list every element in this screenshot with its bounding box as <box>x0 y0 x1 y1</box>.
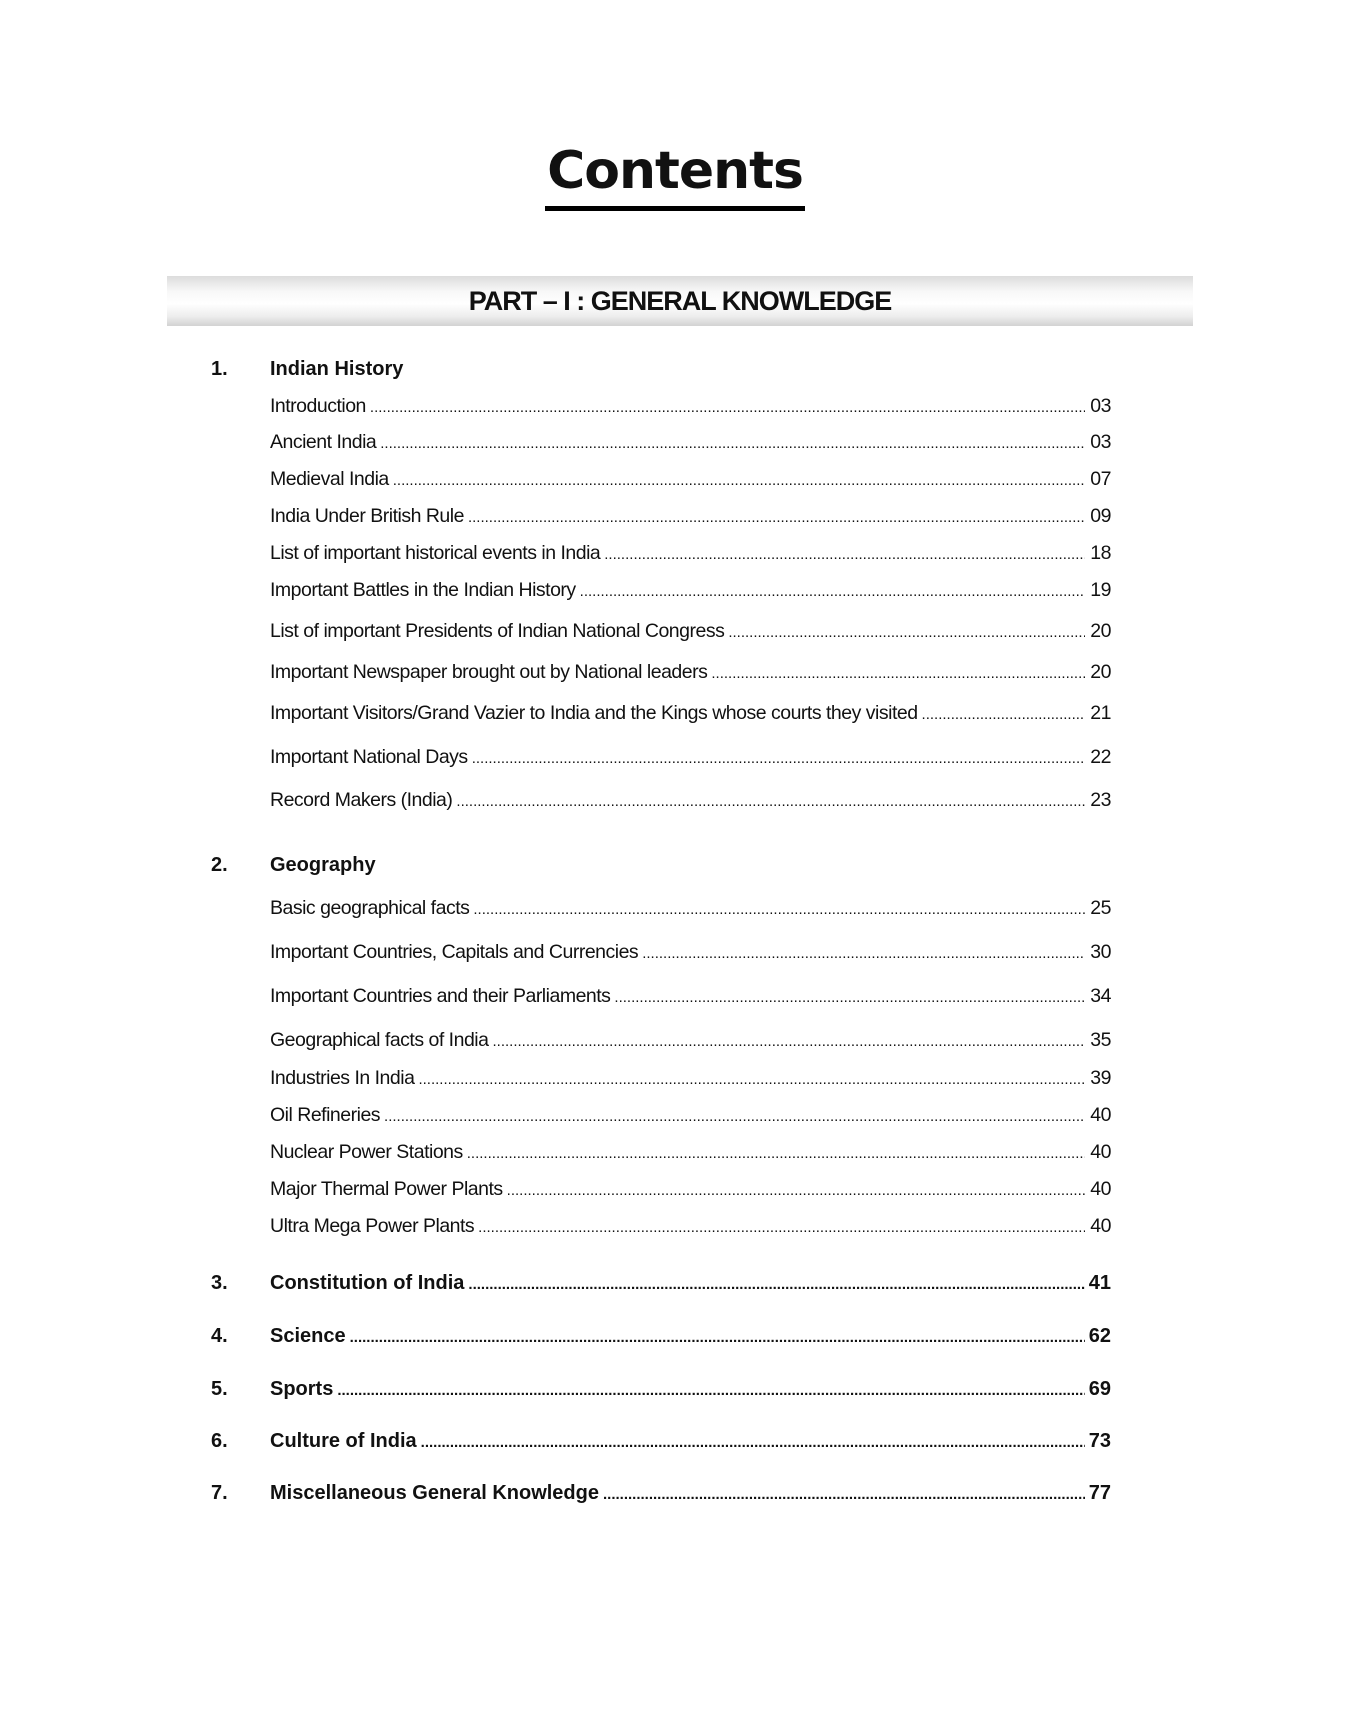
dot-leader <box>603 1483 1085 1507</box>
dot-leader <box>472 747 1085 771</box>
dot-leader <box>711 662 1085 686</box>
toc-entry[interactable] <box>211 984 1111 1010</box>
toc-entry-page: 20 <box>1090 620 1111 642</box>
toc-entry[interactable] <box>211 701 1111 727</box>
toc-entry-title: Ultra Mega Power Plants <box>270 1215 475 1237</box>
toc-entry-title: Important Countries, Capitals and Currencies <box>270 941 639 963</box>
dot-leader <box>468 1273 1084 1297</box>
dot-leader <box>393 469 1085 493</box>
chapter-number: 5. <box>211 1378 228 1400</box>
toc-entry[interactable] <box>211 1177 1111 1203</box>
chapter-number: 4. <box>211 1325 228 1347</box>
toc-entry-title: Important Visitors/Grand Vazier to India and the Kings whose courts they visited <box>270 702 918 724</box>
dot-leader <box>384 1105 1085 1129</box>
toc-entry-page: 03 <box>1090 395 1111 417</box>
toc-entry-page: 22 <box>1090 746 1111 768</box>
toc-entry-page: 40 <box>1090 1141 1111 1163</box>
toc-entry-title: Introduction <box>270 395 366 417</box>
chapter-heading <box>211 853 1111 877</box>
chapter-number: 1. <box>211 358 228 380</box>
dot-leader <box>456 790 1085 814</box>
toc-entry-page: 21 <box>1090 702 1111 724</box>
toc-entry[interactable] <box>211 619 1111 645</box>
toc-entry-title: India Under British Rule <box>270 505 464 527</box>
dot-leader <box>478 1216 1085 1240</box>
chapter-page: 41 <box>1088 1272 1111 1294</box>
toc-entry[interactable] <box>211 1214 1111 1240</box>
dot-leader <box>604 543 1085 567</box>
chapter-heading <box>211 357 1111 381</box>
toc-entry-title: Important National Days <box>270 746 468 768</box>
toc-entry[interactable] <box>211 940 1111 966</box>
dot-leader <box>467 1142 1085 1166</box>
toc-entry-page: 40 <box>1090 1104 1111 1126</box>
chapter-entry[interactable] <box>211 1481 1111 1507</box>
chapter-entry[interactable] <box>211 1271 1111 1297</box>
toc-entry-title: Industries In India <box>270 1067 415 1089</box>
toc-entry-page: 35 <box>1090 1029 1111 1051</box>
chapter-entry[interactable] <box>211 1324 1111 1350</box>
toc-entry[interactable] <box>211 430 1111 456</box>
toc-entry-title: Major Thermal Power Plants <box>270 1178 503 1200</box>
dot-leader <box>614 986 1085 1010</box>
chapter-entry[interactable] <box>211 1429 1111 1455</box>
chapter-entry[interactable] <box>211 1377 1111 1403</box>
dot-leader <box>421 1431 1085 1455</box>
dot-leader <box>468 506 1085 530</box>
chapter-title: Sports <box>270 1378 334 1400</box>
toc-entry-title: Important Battles in the Indian History <box>270 579 576 601</box>
toc-entry-page: 07 <box>1090 468 1111 490</box>
toc-entry-title: List of important historical events in India <box>270 542 601 564</box>
chapter-number: 7. <box>211 1482 228 1504</box>
toc-entry[interactable] <box>211 1028 1111 1054</box>
toc-entry-page: 39 <box>1090 1067 1111 1089</box>
toc-entry-title: Record Makers (India) <box>270 789 453 811</box>
chapter-number: 6. <box>211 1430 228 1452</box>
toc-entry[interactable] <box>211 541 1111 567</box>
toc-entry-title: List of important Presidents of Indian National Congress <box>270 620 725 642</box>
toc-entry-title: Medieval India <box>270 468 389 490</box>
dot-leader <box>922 703 1085 727</box>
toc-entry-page: 25 <box>1090 897 1111 919</box>
chapter-title: Miscellaneous General Knowledge <box>270 1482 599 1504</box>
toc-entry-page: 03 <box>1090 431 1111 453</box>
chapter-title: Indian History <box>270 358 404 380</box>
dot-leader <box>728 621 1085 645</box>
toc-entry[interactable] <box>211 504 1111 530</box>
dot-leader <box>580 580 1085 604</box>
toc-entry-page: 20 <box>1090 661 1111 683</box>
toc-entry-title: Nuclear Power Stations <box>270 1141 463 1163</box>
dot-leader <box>337 1379 1084 1403</box>
chapter-page: 69 <box>1088 1378 1111 1400</box>
dot-leader <box>418 1068 1085 1092</box>
chapter-number: 2. <box>211 854 228 876</box>
dot-leader <box>473 898 1085 922</box>
toc-entry[interactable] <box>211 660 1111 686</box>
chapter-title: Science <box>270 1325 346 1347</box>
toc-entry-page: 09 <box>1090 505 1111 527</box>
toc-entry-title: Oil Refineries <box>270 1104 381 1126</box>
toc-entry[interactable] <box>211 1066 1111 1092</box>
chapter-number: 3. <box>211 1272 228 1294</box>
toc-entry[interactable] <box>211 394 1111 420</box>
toc-entry-page: 18 <box>1090 542 1111 564</box>
chapter-page: 77 <box>1088 1482 1111 1504</box>
page-title-text: Contents <box>545 140 805 211</box>
part-heading-banner <box>167 276 1193 326</box>
toc-entry[interactable] <box>211 1103 1111 1129</box>
chapter-page: 62 <box>1088 1325 1111 1347</box>
dot-leader <box>492 1030 1085 1054</box>
dot-leader <box>380 432 1085 456</box>
dot-leader <box>350 1326 1085 1350</box>
part-heading: PART – I : GENERAL KNOWLEDGE <box>468 285 892 316</box>
toc-entry-title: Important Countries and their Parliaments <box>270 985 611 1007</box>
dot-leader <box>642 942 1085 966</box>
toc-entry-page: 23 <box>1090 789 1111 811</box>
toc-entry[interactable] <box>211 1140 1111 1166</box>
toc-entry-title: Geographical facts of India <box>270 1029 489 1051</box>
toc-entry-title: Basic geographical facts <box>270 897 470 919</box>
toc-entry-title: Ancient India <box>270 431 377 453</box>
dot-leader <box>370 396 1085 420</box>
toc-entry-page: 40 <box>1090 1178 1111 1200</box>
toc-entry[interactable] <box>211 896 1111 922</box>
toc-entry-page: 40 <box>1090 1215 1111 1237</box>
toc-entry-page: 30 <box>1090 941 1111 963</box>
toc-entry-page: 19 <box>1090 579 1111 601</box>
chapter-title: Constitution of India <box>270 1272 465 1294</box>
chapter-title: Geography <box>270 854 376 876</box>
dot-leader <box>507 1179 1085 1203</box>
toc-entry[interactable] <box>211 788 1111 814</box>
chapter-page: 73 <box>1088 1430 1111 1452</box>
toc-entry[interactable] <box>211 745 1111 771</box>
toc-entry[interactable] <box>211 578 1111 604</box>
chapter-title: Culture of India <box>270 1430 417 1452</box>
toc-entry-page: 34 <box>1090 985 1111 1007</box>
page-title <box>0 140 1350 211</box>
toc-entry-title: Important Newspaper brought out by National leaders <box>270 661 708 683</box>
toc-entry[interactable] <box>211 467 1111 493</box>
